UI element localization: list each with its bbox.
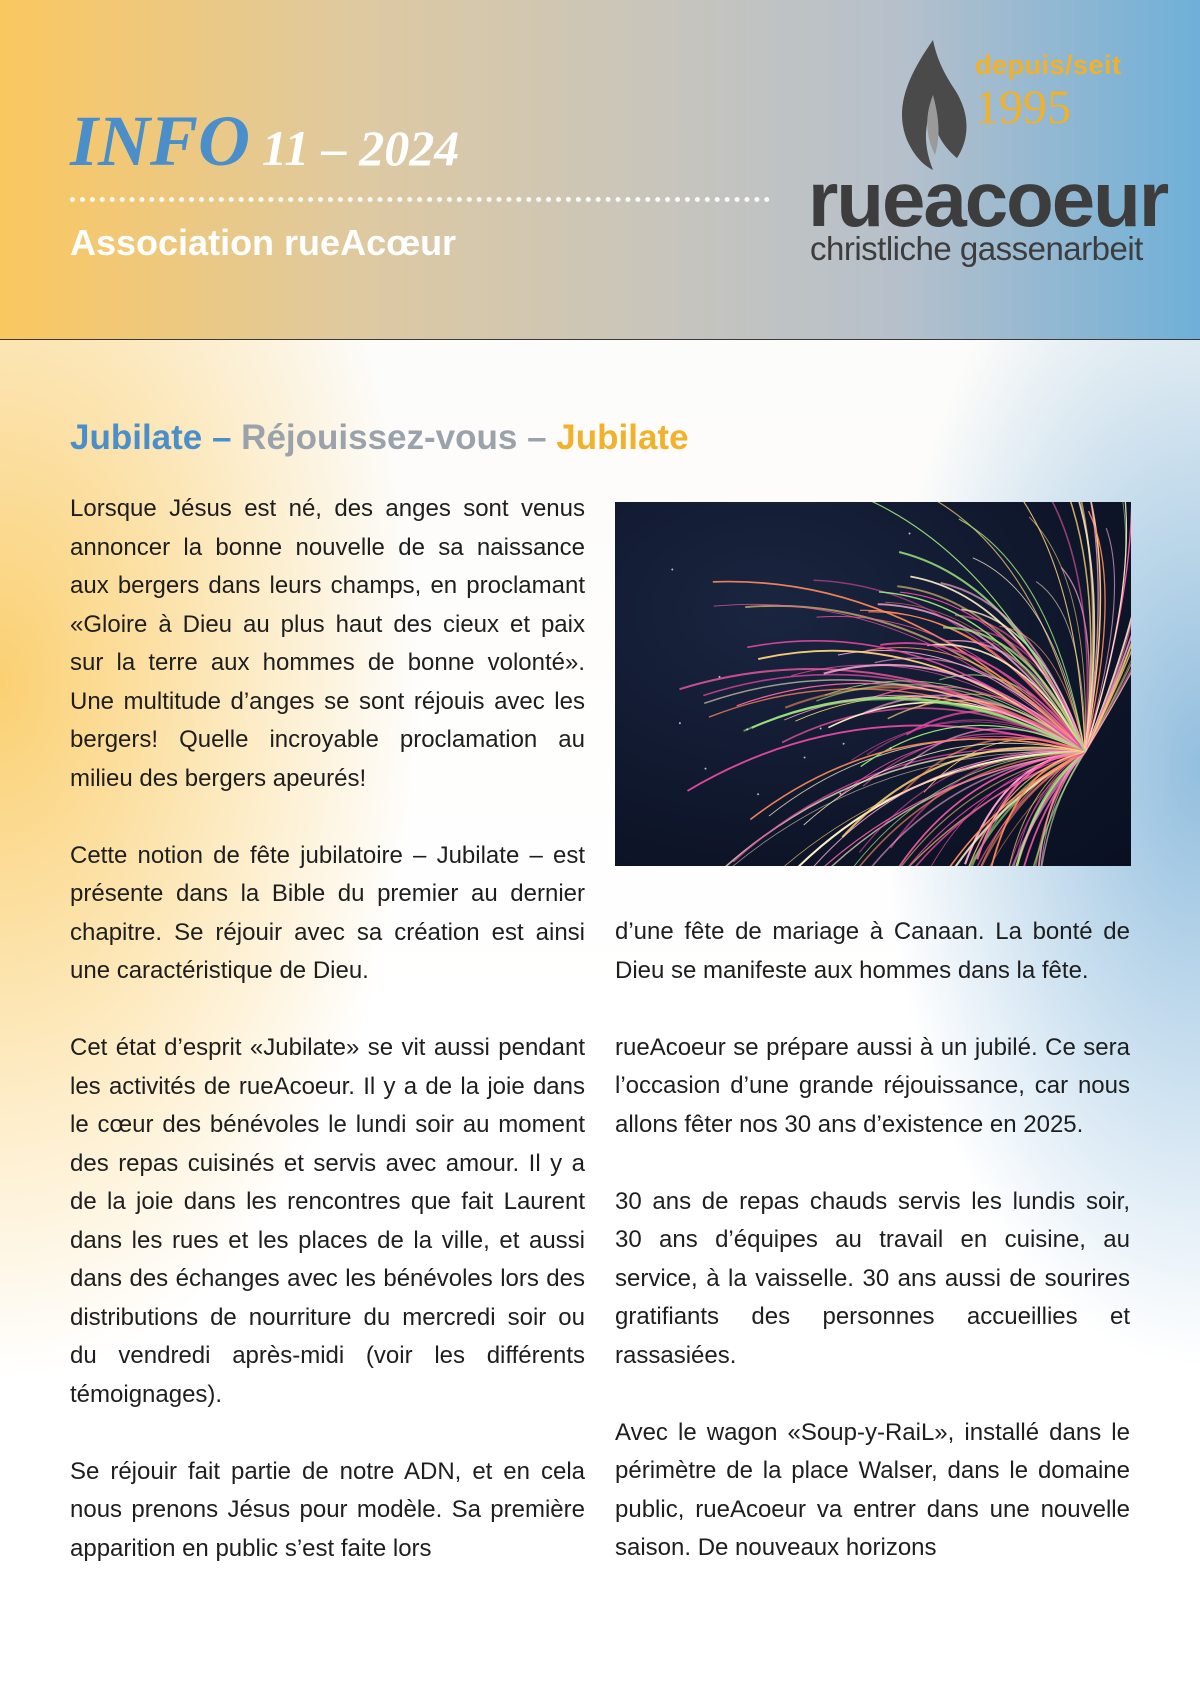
star-dot	[890, 747, 892, 749]
newsletter-title	[70, 101, 460, 181]
firework-streak	[703, 675, 1085, 752]
logo-word-rue: rue	[808, 155, 924, 243]
paragraph: Cette notion de fête jubilatoire – Jubilate – est présente dans la Bible du premier au dernier chapitre. Se réjouir avec sa création est ainsi une caractéristique de Dieu.	[70, 841, 585, 984]
paragraph: 30 ans de repas chauds servis les lundis soir, 30 ans d’équipes au travail en cuisine, au service, à la vaisselle. 30 ans aussi de sourires gratifiants des personnes accueillies et rassasiées.	[615, 1187, 1130, 1369]
paragraph: Se réjouir fait partie de notre ADN, et en cela nous prenons Jésus pour modèle. Sa première apparition en public s’est faite lors	[70, 1457, 585, 1562]
paragraph: rueAcoeur se prépare aussi à un jubilé. Ce sera l’occasion d’une grande réjouissance, car nous allons fêter nos 30 ans d’existence en 2025.	[615, 1033, 1130, 1138]
star-dot	[843, 743, 845, 745]
association-name: Association rueAcœur	[70, 222, 457, 263]
info-word: INFO	[70, 101, 251, 181]
star-dot	[804, 757, 806, 759]
paragraph: Lorsque Jésus est né, des anges sont venus annoncer la bonne nouvelle de sa naissance aux bergers dans leurs champs, en proclamant «Gloire à Dieu au plus haut des cieux et paix sur la terre aux hommes de bonne volonté». Une multitude d’anges se sont réjouis avec les bergers! Quelle incroyable proclamation au milieu des bergers apeurés!	[70, 495, 585, 792]
logo-subtitle: christliche gassenarbeit	[810, 230, 1143, 267]
headline-part-2: Réjouissez-vous –	[241, 418, 557, 457]
dotted-divider	[70, 197, 770, 202]
article-headline	[70, 418, 689, 458]
article-column-left	[70, 490, 585, 1607]
founding-year: 1995	[975, 81, 1071, 134]
star-dot	[820, 728, 822, 730]
paragraph: Cet état d’esprit «Jubilate» se vit aussi pendant les activités de rueAcoeur. Il y a de la joie dans le cœur des bénévoles le lundi soir au moment des repas cuisinés et servis avec amour. Il y a de la joie dans les rencontres que fait Laurent dans les rues et les places de la ville, et aussi dans des échanges avec les bénévoles lors des distributions de nourriture du mercredi soir ou du vendredi après-midi (voir les différents témoignages).	[70, 1034, 585, 1408]
fireworks-icon	[615, 502, 1131, 866]
logo-word-coeur: coeur	[964, 155, 1168, 243]
star-dot	[679, 722, 681, 724]
logo-word-a: a	[923, 155, 965, 243]
page-header	[0, 0, 1200, 340]
star-dot	[909, 533, 911, 535]
fireworks-photo	[615, 502, 1131, 866]
issue-number: 11 – 2024	[262, 120, 460, 176]
headline-part-3: Jubilate	[556, 418, 689, 457]
star-dot	[839, 793, 841, 795]
star-dot	[671, 569, 673, 571]
article-column-right	[615, 913, 1130, 1606]
star-dot	[746, 728, 748, 730]
logo-wordmark	[808, 155, 1168, 243]
star-dot	[719, 676, 721, 678]
star-dot	[757, 793, 759, 795]
headline-part-1: Jubilate –	[70, 418, 242, 457]
ruea-coeur-logo	[800, 40, 1168, 280]
flame-icon	[895, 40, 970, 170]
since-label: depuis/seit	[975, 50, 1122, 80]
star-dot	[705, 768, 707, 770]
paragraph: d’une fête de mariage à Canaan. La bonté de Dieu se manifeste aux hommes dans la fête.	[615, 918, 1130, 984]
paragraph: Avec le wagon «Soup-y-RaiL», installé dans le périmètre de la place Walser, dans le domaine public, rueAcoeur va entrer dans une nouvelle saison. De nouveaux horizons	[615, 1418, 1130, 1561]
